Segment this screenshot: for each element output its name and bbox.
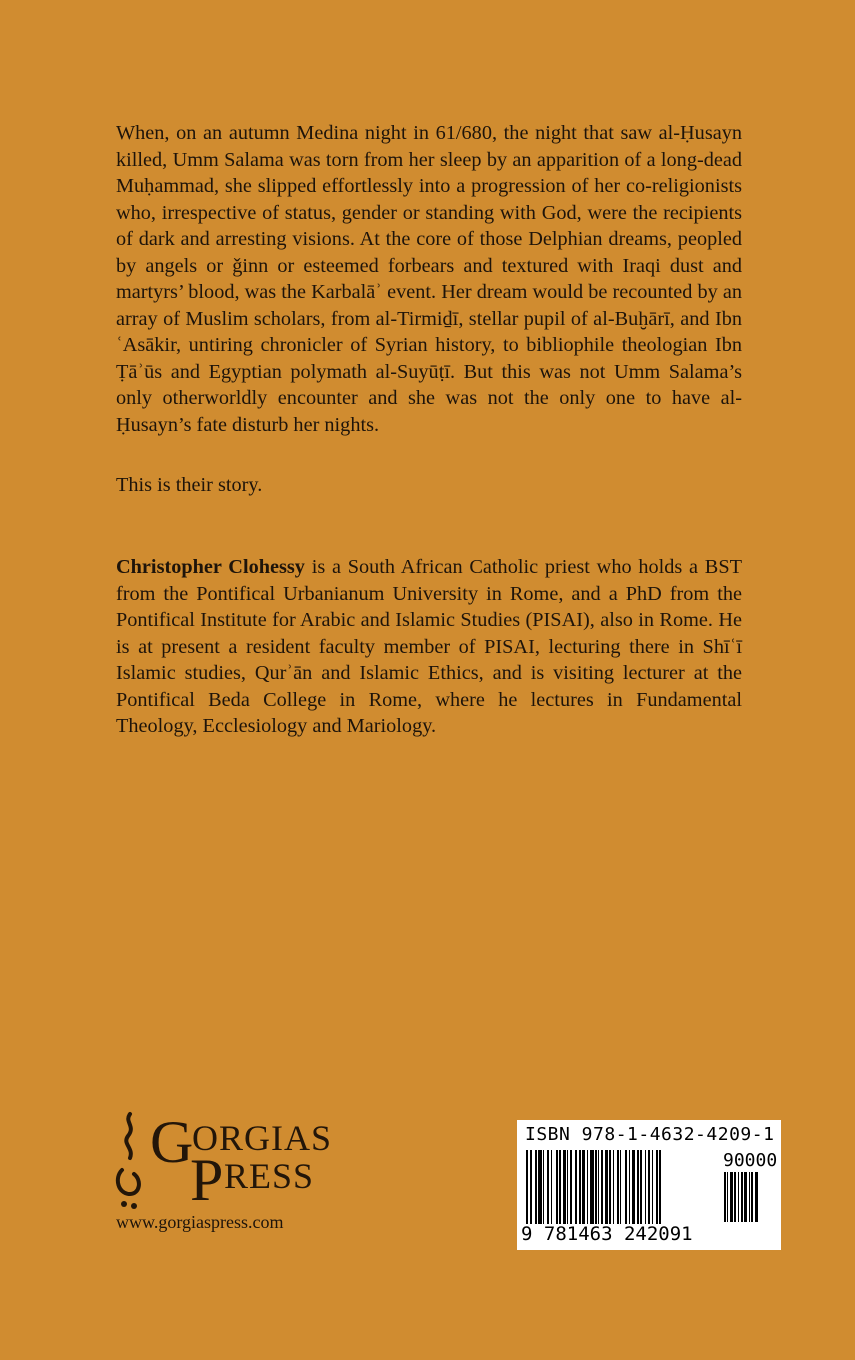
barcode-bars (525, 1150, 715, 1224)
blurb-paragraph: When, on an autumn Medina night in 61/680, the night that saw al-Ḥusayn killed, Umm Salama was torn from her sleep by an apparition of a long-dead Muḥammad, she slipped effortlessly into a progression of her co-religionists who, irrespective of status, gender or standing with God, were the recipients of dark and arresting visions. At the core of those Delphian dreams, peopled by angels or ǧinn or esteemed forbears and textured with Iraqi dust and martyrs’ blood, was the Karbalāʾ event. Her dream would be recounted by an array of Muslim scholars, from al-Tirmiḏī, stellar pupil of al-Buḫārī, and Ibn ʿAsākir, untiring chronicler of Syrian history, to bibliophile theologian Ibn Ṭāʾūs and Egyptian polymath al-Suyūṭī. But this was not Umm Salama’s only otherworldly encounter and she was not the only one to have al-Ḥusayn’s fate disturb her nights. (116, 122, 742, 436)
logo-text-orgias: ORGIAS (192, 1118, 333, 1158)
price-barcode-bars (723, 1172, 775, 1222)
publisher-logo (112, 1108, 372, 1220)
author-bio (116, 554, 742, 740)
calligraphy-icon (112, 1108, 148, 1220)
logo-letter-p: P (190, 1147, 224, 1213)
publisher-website: www.gorgiaspress.com (116, 1212, 284, 1232)
blurb (116, 120, 742, 438)
author-bio-text: is a South African Catholic priest who holds a BST from the Pontifical Urbanianum University in Rome, and a PhD from the Pontifical Institute for Arabic and Islamic Studies (PISAI), also in Rome. He is at present a resident faculty member of PISAI, lecturing there in Shīʿī Islamic studies, Qurʾān and Islamic Ethics, and is visiting lecturer at the Pontifical Beda College in Rome, where he lectures in Fundamental Theology, Ecclesiology and Mariology. (116, 556, 743, 737)
tagline: This is their story. (116, 474, 263, 496)
isbn-barcode (517, 1120, 781, 1250)
isbn-number: ISBN 978-1-4632-4209-1 (525, 1124, 775, 1145)
logo-text-ress: RESS (224, 1156, 315, 1196)
price-code: 90000 (723, 1150, 778, 1171)
author-name: Christopher Clohessy (116, 556, 305, 578)
logo-letter-g: G (150, 1109, 194, 1175)
barcode-digits: 9 781463 242091 (521, 1223, 693, 1245)
